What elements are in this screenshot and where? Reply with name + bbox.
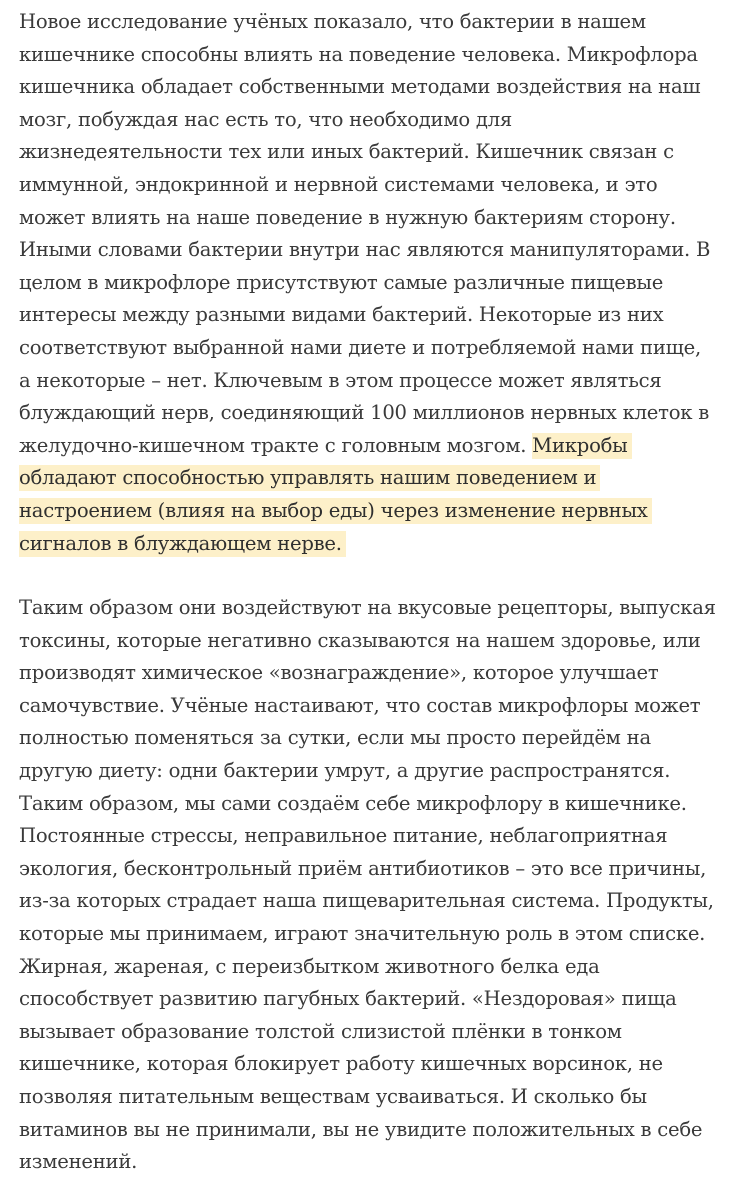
paragraph-1: [19, 6, 718, 560]
paragraph-2-text: Таким образом они воздействуют на вкусовые рецепторы, выпуская токсины, которые негативно сказываются на нашем здоровье, или производят химическое «вознаграждение», которое улучшает самочувствие. Учёные настаивают, что состав микрофлоры может полностью поменяться за сутки, если мы просто перейдём на другую диету: одни бактерии умрут, а другие распространятся. Таким образом, мы сами создаём себе микрофлору в кишечнике. Постоянные стрессы, неправильное питание, неблагоприятная экология, бесконтрольный приём антибиотиков – это все причины, из-за которых страдает наша пищеварительная система. Продукты, которые мы принимаем, играют значительную роль в этом списке. Жирная, жареная, с переизбытком животного белка еда способствует развитию пагубных бактерий. «Нездоровая» пища вызывает образование толстой слизистой плёнки в тонком кишечнике, которая блокирует работу кишечных ворсинок, не позволяя питательным веществам усваиваться. И сколько бы витаминов вы не принимали, вы не увидите положительных в себе изменений.: [19, 596, 716, 1174]
highlighted-quote: Микробы обладают способностью управлять нашим поведением и настроением (влияя на выбор еды) через изменение нервных сигналов в блуждающем нерве.: [19, 433, 652, 557]
paragraph-1-text: Новое исследование учёных показало, что бактерии в нашем кишечнике способны влиять на поведение человека. Микрофлора кишечника обладает собственными методами воздействия на наш мозг, побуждая нас есть то, что необходимо для жизнедеятельности тех или иных бактерий. Кишечник связан с иммунной, эндокринной и нервной системами человека, и это может влиять на наше поведение в нужную бактериям сторону. Иными словами бактерии внутри нас являются манипуляторами. В целом в микрофлоре присутствуют самые различные пищевые интересы между разными видами бактерий. Некоторые из них соответствуют выбранной нами диете и потребляемой нами пище, а некоторые – нет. Ключевым в этом процессе может являться блуждающий нерв, соединяющий 100 миллионов нервных клеток в желудочно-кишечном тракте с головным мозгом.: [19, 10, 711, 457]
paragraph-2: [19, 592, 718, 1179]
